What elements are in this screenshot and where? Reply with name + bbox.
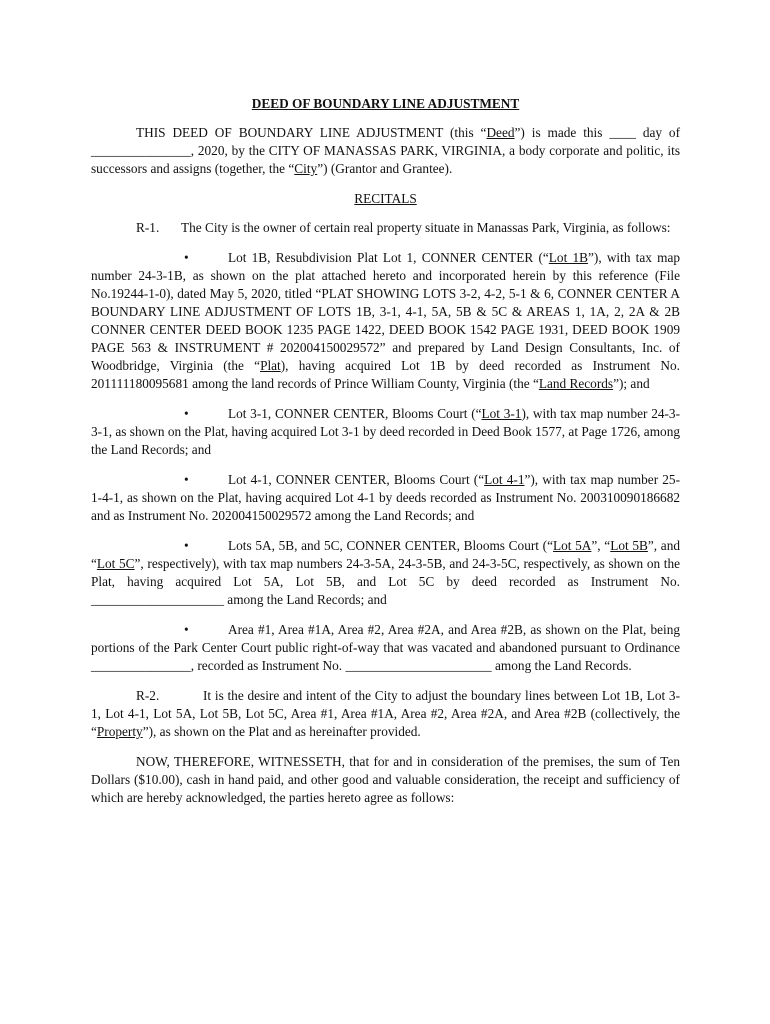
item-text: ”), with tax map number 25-1-4-1, as shown on the Plat, having acquired Lot 4-1 by deeds recorded as Instrument No. 200310090186682 and as Instrument No. 202004150029572 among the Land Records; and	[91, 472, 680, 523]
item-text: Lot 1B, Resubdivision Plat Lot 1, CONNER CENTER (“	[228, 250, 549, 265]
document-title: DEED OF BOUNDARY LINE ADJUSTMENT	[251, 96, 520, 111]
defined-term: Lot 5A	[552, 538, 592, 553]
defined-term: Lot 1B	[548, 250, 588, 265]
item-text: ), having acquired Lot 1B by deed recorded as Instrument No. 201111180095681 among the land records of Prince William County, Virginia (the “	[91, 358, 681, 391]
intro-text-a: THIS DEED OF BOUNDARY LINE ADJUSTMENT (this “	[136, 125, 487, 140]
bullet-icon: •	[184, 250, 189, 265]
intro-text-b: ”) is made this ____ day of _______________, 2020, by the CITY OF MANASSAS PARK, VIRGINIA, a body corporate and politic, its successors and assigns (together, the “	[91, 125, 680, 176]
item-text: ”); and	[613, 376, 650, 391]
defined-term-property: Property	[96, 724, 143, 739]
item-text: ”), with tax map number 24-3-1B, as shown on the plat attached hereto and incorporated herein by this reference (File No.19244-1-0), dated May 5, 2020, titled “PLAT SHOWING LOTS 3-2, 4-2, 5-1 & 6, CONNER CENTER A BOUNDARY LINE ADJUSTMENT OF LOTS 1B, 3-1, 4-1, 5A, 5B & 5C & AREAS 1, 1A, 2, 2A & 2B CONNER CENTER DEED BOOK 1235 PAGE 1422, DEED BOOK 1542 PAGE 1931, DEED BOOK 1909 PAGE 563 & INSTRUMENT # 202004150029572” and prepared by Land Design Consultants, Inc. of Woodbridge, Virginia (the “	[91, 250, 681, 373]
recital-r1	[91, 219, 680, 237]
item-text: Lot 4-1, CONNER CENTER, Blooms Court (“	[228, 472, 485, 487]
recital-number: R-1.	[136, 220, 160, 235]
bullet-item-lot-4-1	[91, 471, 680, 525]
recital-text: It is the desire and intent of the City to adjust the boundary lines between Lot 1B, Lot 3-1, Lot 4-1, Lot 5A, Lot 5B, Lot 5C, Area #1, Area #1A, Area #2, Area #2A, and Area #2B (collectively, the “	[91, 688, 680, 739]
item-text: Lots 5A, 5B, and 5C, CONNER CENTER, Blooms Court (“	[228, 538, 553, 553]
witnesseth-paragraph: NOW, THEREFORE, WITNESSETH, that for and in consideration of the premises, the sum of Ten Dollars ($10.00), cash in hand paid, and other good and valuable consideration, the receipt and sufficiency of which are hereby acknowledged, the parties hereto agree as follows:	[91, 754, 680, 805]
intro-text-c: ”) (Grantor and Grantee).	[317, 161, 453, 176]
item-text: ”, “	[591, 538, 611, 553]
defined-term: Lot 5B	[610, 538, 648, 553]
defined-term: Land Records	[538, 376, 614, 391]
defined-term: Lot 5C	[96, 556, 135, 571]
item-text: Area #1, Area #1A, Area #2, Area #2A, and Area #2B, as shown on the Plat, being portions of the Park Center Court public right-of-way that was vacated and abandoned pursuant to Ordinance _______________, recorded as Instrument No. ______________________ among the Land Records.	[91, 622, 680, 673]
bullet-item-lot-3-1	[91, 405, 680, 459]
bullet-item-areas	[91, 621, 680, 675]
bullet-item-lots-5	[91, 537, 680, 609]
defined-term-city: City	[294, 161, 318, 176]
defined-term: Lot 4-1	[484, 472, 525, 487]
recital-text: The City is the owner of certain real property situate in Manassas Park, Virginia, as follows:	[181, 220, 671, 235]
item-text: ”, and “	[91, 538, 681, 571]
defined-term-deed: Deed	[486, 125, 515, 140]
defined-term: Plat	[260, 358, 281, 373]
item-text: ), with tax map number 24-3-3-1, as shown on the Plat, having acquired Lot 3-1 by deed recorded in Deed Book 1577, at Page 1726, among the Land Records; and	[91, 406, 681, 457]
recital-r2	[91, 687, 680, 741]
bullet-icon: •	[184, 622, 189, 637]
intro-paragraph	[91, 124, 680, 178]
recital-number: R-2.	[136, 688, 160, 703]
item-text: Lot 3-1, CONNER CENTER, Blooms Court (“	[228, 406, 482, 421]
recital-text: ”), as shown on the Plat and as hereinafter provided.	[142, 724, 421, 739]
bullet-icon: •	[184, 406, 189, 421]
bullet-icon: •	[184, 472, 189, 487]
defined-term: Lot 3-1	[481, 406, 522, 421]
bullet-icon: •	[184, 538, 189, 553]
recitals-heading: RECITALS	[354, 191, 417, 206]
bullet-item-lot-1b	[91, 249, 680, 393]
item-text: ”, respectively), with tax map numbers 24-3-5A, 24-3-5B, and 24-3-5C, respectively, as shown on the Plat, having acquired Lot 5A, Lot 5B, and Lot 5C by deed recorded as Instrument No. ____________________ among the Land Records; and	[91, 556, 680, 607]
